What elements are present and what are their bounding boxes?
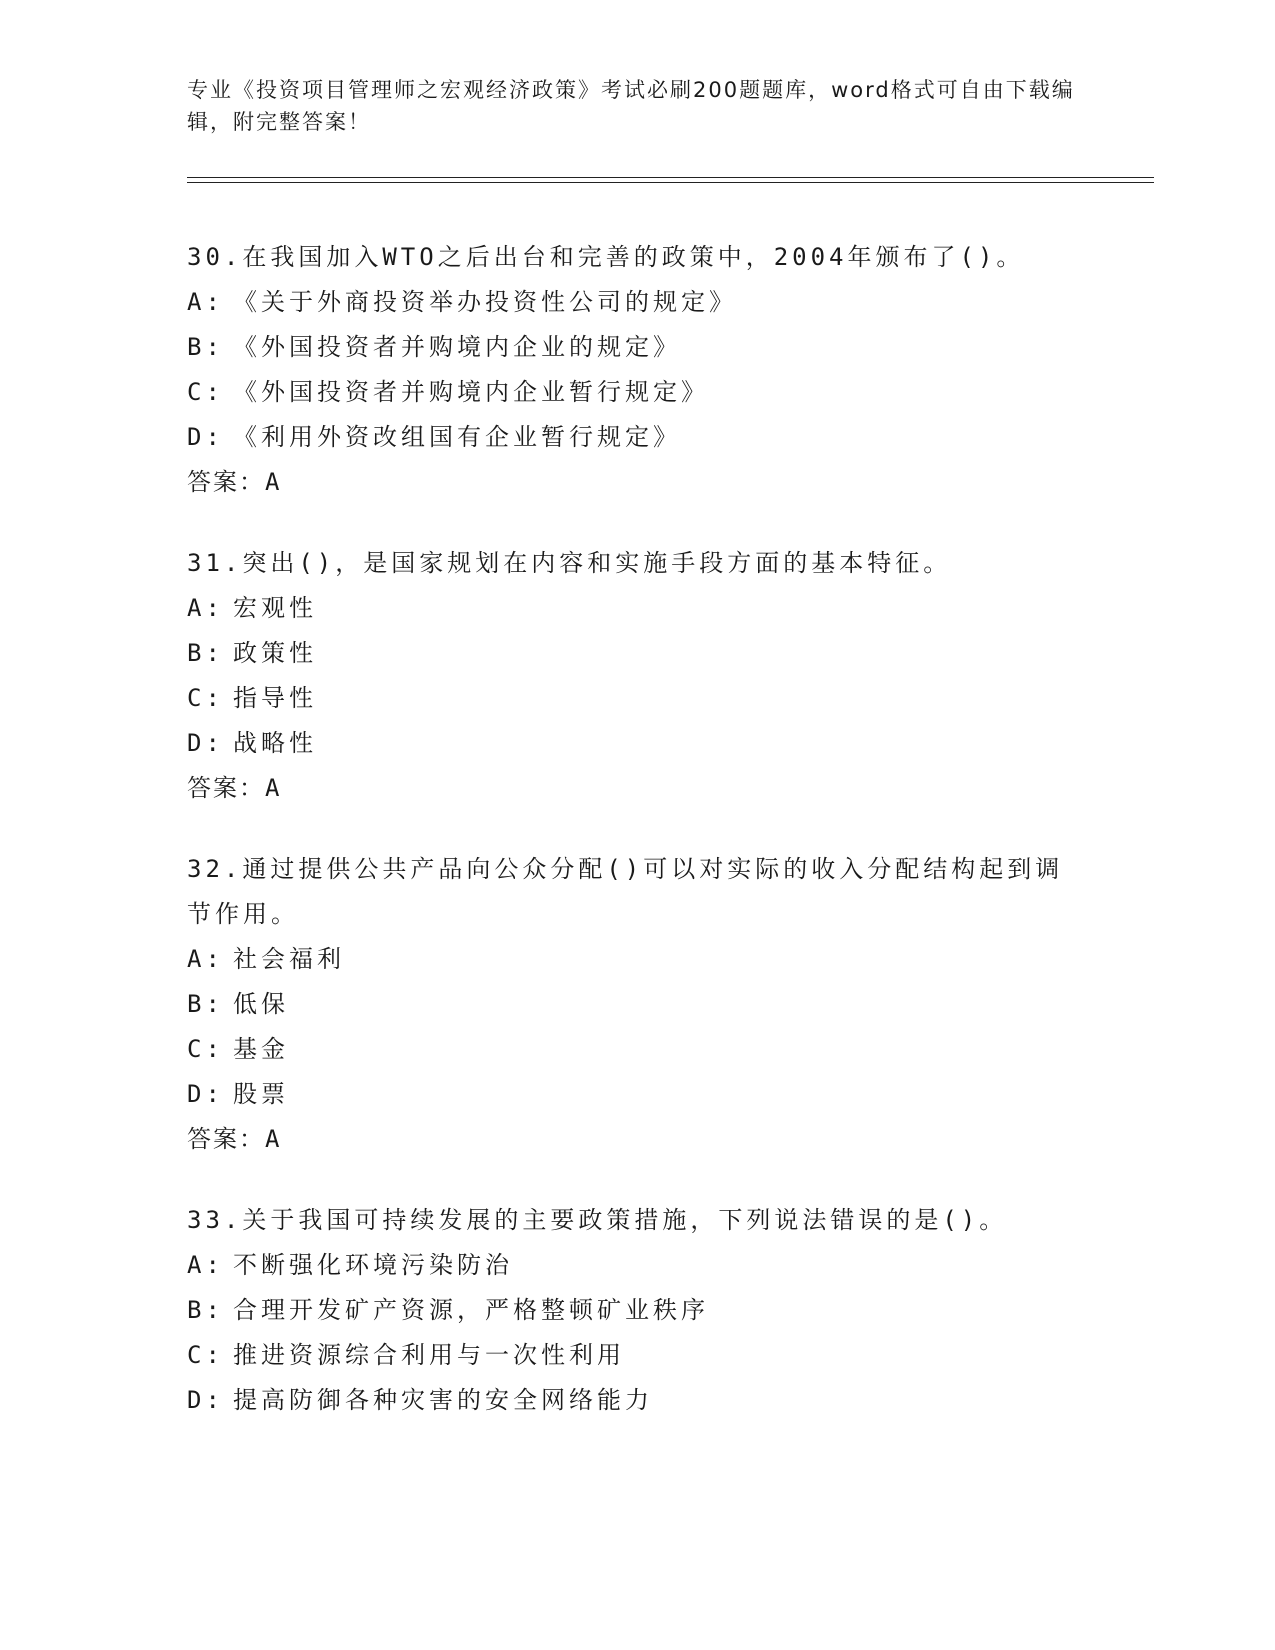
- option-text: 推进资源综合利用与一次性利用: [233, 1341, 625, 1369]
- question-31: [187, 541, 1087, 811]
- option-d: [187, 1072, 1087, 1117]
- option-b: [187, 631, 1087, 676]
- option-b: [187, 1288, 1087, 1333]
- question-text: 30.在我国加入WTO之后出台和完善的政策中，2004年颁布了()。: [187, 243, 1025, 271]
- option-d: [187, 721, 1087, 766]
- option-text: 战略性: [233, 729, 317, 757]
- option-letter: C:: [187, 378, 224, 406]
- option-letter: D:: [187, 729, 224, 757]
- option-letter: A:: [187, 288, 224, 316]
- option-letter: B:: [187, 990, 224, 1018]
- header-rule-top: [187, 177, 1154, 178]
- option-letter: C:: [187, 1035, 224, 1063]
- answer-line: [187, 766, 1087, 811]
- option-text: 股票: [233, 1080, 289, 1108]
- option-a: [187, 586, 1087, 631]
- option-a: [187, 937, 1087, 982]
- option-text: 不断强化环境污染防治: [233, 1251, 513, 1279]
- question-33: [187, 1198, 1087, 1423]
- question-30: [187, 235, 1087, 505]
- header-rule-bottom: [187, 182, 1154, 183]
- option-letter: D:: [187, 1386, 224, 1414]
- answer-label: 答案：: [187, 468, 265, 496]
- option-text: 社会福利: [233, 945, 345, 973]
- option-letter: B:: [187, 333, 224, 361]
- answer-label: 答案：: [187, 774, 265, 802]
- question-text: 31.突出()，是国家规划在内容和实施手段方面的基本特征。: [187, 549, 952, 577]
- question-32: [187, 847, 1087, 1162]
- option-text: 政策性: [233, 639, 317, 667]
- answer-line: [187, 1117, 1087, 1162]
- question-list: [187, 235, 1087, 1459]
- option-text: 合理开发矿产资源，严格整顿矿业秩序: [233, 1296, 709, 1324]
- option-b: [187, 982, 1087, 1027]
- option-c: [187, 370, 1087, 415]
- answer-value: A: [265, 468, 282, 496]
- option-b: [187, 325, 1087, 370]
- option-text: 基金: [233, 1035, 289, 1063]
- option-letter: B:: [187, 1296, 224, 1324]
- option-letter: A:: [187, 945, 224, 973]
- document-header: 专业《投资项目管理师之宏观经济政策》考试必刷200题题库，word格式可自由下载编辑，附完整答案！: [187, 78, 1075, 134]
- question-text: 33.关于我国可持续发展的主要政策措施，下列说法错误的是()。: [187, 1206, 1008, 1234]
- option-letter: D:: [187, 1080, 224, 1108]
- option-text: 《利用外资改组国有企业暂行规定》: [233, 423, 681, 451]
- option-c: [187, 676, 1087, 721]
- question-text: 32.通过提供公共产品向公众分配()可以对实际的收入分配结构起到调节作用。: [187, 855, 1064, 928]
- option-letter: D:: [187, 423, 224, 451]
- answer-value: A: [265, 774, 282, 802]
- option-d: [187, 1378, 1087, 1423]
- option-text: 提高防御各种灾害的安全网络能力: [233, 1386, 653, 1414]
- answer-line: [187, 460, 1087, 505]
- option-a: [187, 280, 1087, 325]
- option-letter: A:: [187, 1251, 224, 1279]
- option-letter: A:: [187, 594, 224, 622]
- option-c: [187, 1027, 1087, 1072]
- option-a: [187, 1243, 1087, 1288]
- option-d: [187, 415, 1087, 460]
- option-text: 《关于外商投资举办投资性公司的规定》: [233, 288, 737, 316]
- option-letter: C:: [187, 684, 224, 712]
- answer-value: A: [265, 1125, 282, 1153]
- answer-label: 答案：: [187, 1125, 265, 1153]
- option-text: 《外国投资者并购境内企业暂行规定》: [233, 378, 709, 406]
- option-text: 《外国投资者并购境内企业的规定》: [233, 333, 681, 361]
- option-text: 指导性: [233, 684, 317, 712]
- option-c: [187, 1333, 1087, 1378]
- option-text: 低保: [233, 990, 289, 1018]
- option-letter: B:: [187, 639, 224, 667]
- option-letter: C:: [187, 1341, 224, 1369]
- option-text: 宏观性: [233, 594, 317, 622]
